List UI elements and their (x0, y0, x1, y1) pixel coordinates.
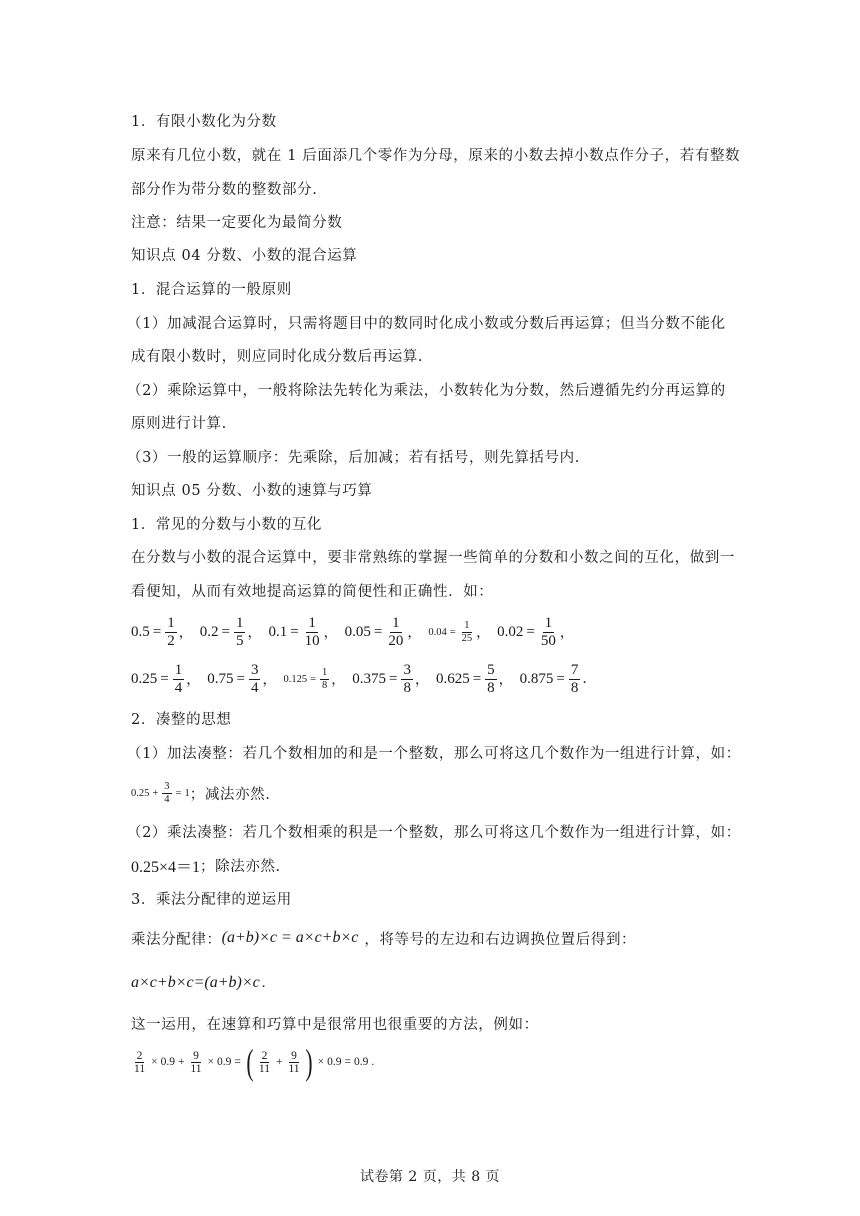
subheading: 1．常见的分数与小数的互化 (131, 517, 323, 533)
distributive-law-line: 乘法分配律： (a+b)×c = a×c+b×c ，将等号的左边和右边调换位置后得到： (131, 929, 637, 948)
conversion-item: 0.1 = $\frac{1}{10}$ (268, 614, 320, 649)
fraction: $\frac{1}{10}$ (304, 614, 320, 649)
conversion-item: 0.5 = $\frac{1}{2}$ (131, 614, 175, 649)
fraction: $\frac{1}{25}$ (461, 619, 473, 644)
distributive-formula: (a+b)×c = a×c+b×c (221, 929, 359, 946)
fraction: $\frac{1}{20}$ (388, 614, 404, 649)
subheading: 1．混合运算的一般原则 (131, 282, 292, 298)
decimal-value: 0.875 (519, 670, 554, 687)
subheading: 3．乘法分配律的逆运用 (131, 892, 292, 908)
decimal-value: 0.5 (131, 623, 150, 640)
conversion-item: 0.375 = $\frac{3}{8}$ (352, 661, 411, 696)
conversion-item: 0.75 = $\frac{3}{4}$ (207, 661, 259, 696)
fraction: $\frac{1}{4}$ (174, 661, 183, 696)
conversion-item: 0.2 = $\frac{1}{5}$ (199, 614, 244, 649)
section-heading-04: 知识点 04 分数、小数的混合运算 (131, 248, 358, 264)
decimal-value: 0.125 (283, 673, 308, 685)
paragraph-line: 这一运用，在速算和巧算中是很常用也很重要的方法，例如： (131, 1017, 539, 1033)
paragraph-line: 成有限小数时，则应同时化成分数后再运算. (131, 349, 424, 365)
conversion-item: 0.25 = $\frac{1}{4}$ (131, 661, 183, 696)
section-heading-05: 知识点 05 分数、小数的速算与巧算 (131, 483, 373, 499)
decimal-value: 0.75 (207, 670, 234, 687)
fraction: $\frac{7}{8}$ (570, 661, 579, 696)
example-formula: $\frac{2}{11}$ × 0.9 + $\frac{9}{11}$ × 0.9 = ( $\frac{2}{11}$ + $\frac{9}{11}$ ) × 0.9 = 0.9 . (134, 1042, 375, 1082)
paragraph-line: 看便知，从而有效地提高运算的简便性和正确性．如： (131, 584, 494, 600)
fraction: $\frac{3}{4}$ (250, 661, 259, 696)
mul-example-line: 0.25×4＝1 ；除法亦然. (131, 858, 281, 876)
distributive-reverse-line: a×c+b×c=(a+b)×c . (131, 974, 266, 991)
paragraph-line: （1）加减混合运算时，只需将题目中的数同时化成小数或分数后再运算；但当分数不能化 (127, 316, 726, 332)
conversion-item: 0.875 = $\frac{7}{8}$ (519, 661, 579, 696)
fraction: $\frac{1}{5}$ (235, 614, 244, 649)
conversion-item: 0.02 = $\frac{1}{50}$ (497, 614, 556, 649)
decimal-value: 0.04 (428, 626, 447, 638)
fraction: $\frac{5}{8}$ (487, 661, 495, 696)
heading-finite-decimal: 1．有限小数化为分数 (131, 114, 277, 130)
decimal-value: 0.02 (497, 623, 524, 640)
add-example-line: 0.25 + $\frac{3}{4}$ = 1 ；减法亦然. (131, 780, 271, 805)
fraction: $\frac{1}{50}$ (540, 614, 556, 649)
fraction: $\frac{1}{2}$ (167, 614, 175, 649)
paragraph-line: 部分作为带分数的整数部分. (131, 182, 318, 198)
decimal-value: 0.25 (131, 670, 158, 687)
paragraph-line: （3）一般的运算顺序：先乘除，后加减；若有括号，则先算括号内. (127, 450, 580, 466)
note-line: 注意：结果一定要化为最简分数 (131, 215, 343, 231)
decimal-value: 0.375 (352, 670, 386, 687)
conversion-item: 0.125 = $\frac{1}{8}$ (283, 666, 328, 691)
conversion-item: 0.05 = $\frac{1}{20}$ (344, 614, 404, 649)
decimal-value: 0.2 (199, 623, 219, 640)
conversion-item: 0.04 = $\frac{1}{25}$ (428, 619, 473, 644)
fraction: $\frac{1}{8}$ (321, 666, 328, 691)
decimal-value: 0.05 (344, 623, 371, 640)
decimal-value: 0.1 (268, 623, 288, 640)
decimal-value: 0.625 (435, 670, 470, 687)
conversion-item: 0.625 = $\frac{5}{8}$ (435, 661, 495, 696)
page-footer: 试卷第 2 页，共 8 页 (359, 1169, 501, 1185)
paragraph-line: 在分数与小数的混合运算中，要非常熟练的掌握一些简单的分数和小数之间的互化，做到一 (131, 550, 735, 566)
fraction: $\frac{3}{8}$ (403, 661, 411, 696)
conversion-row-2: 0.25 = $\frac{1}{4}$ ， 0.75 = $\frac{3}{4}$ ， 0.125 = $\frac{1}{8}$ ， 0.375 = $\frac{3}{8}$ ， 0.625 = $\frac{5}{8}$ ， 0.875 = $\frac{7}{8}$ . (131, 661, 587, 696)
conversion-row-1: 0.5 = $\frac{1}{2}$ ， 0.2 = $\frac{1}{5}$ ， 0.1 = $\frac{1}{10}$ ， 0.05 = $\frac{1}{20}$ ， 0.04 = $\frac{1}{25}$ ， 0.02 = $\frac{1}{50}$ ， (131, 614, 574, 649)
add-example-formula: 0.25 + $\frac{3}{4}$ = 1 (131, 780, 190, 805)
subheading: 2．凑整的思想 (131, 712, 232, 728)
paragraph-line: 原来有几位小数，就在 1 后面添几个零作为分母，原来的小数去掉小数点作分子，若有整数 (131, 148, 741, 164)
paragraph-line: （1）加法凑整：若几个数相加的和是一个整数，那么可将这几个数作为一组进行计算，如： (127, 746, 741, 762)
paragraph-line: （2）乘除运算中，一般将除法先转化为乘法，小数转化为分数，然后遵循先约分再运算的 (127, 383, 726, 399)
paragraph-line: （2）乘法凑整：若几个数相乘的积是一个整数，那么可将这几个数作为一组进行计算，如： (127, 825, 741, 841)
paragraph-line: 原则进行计算. (131, 416, 227, 432)
